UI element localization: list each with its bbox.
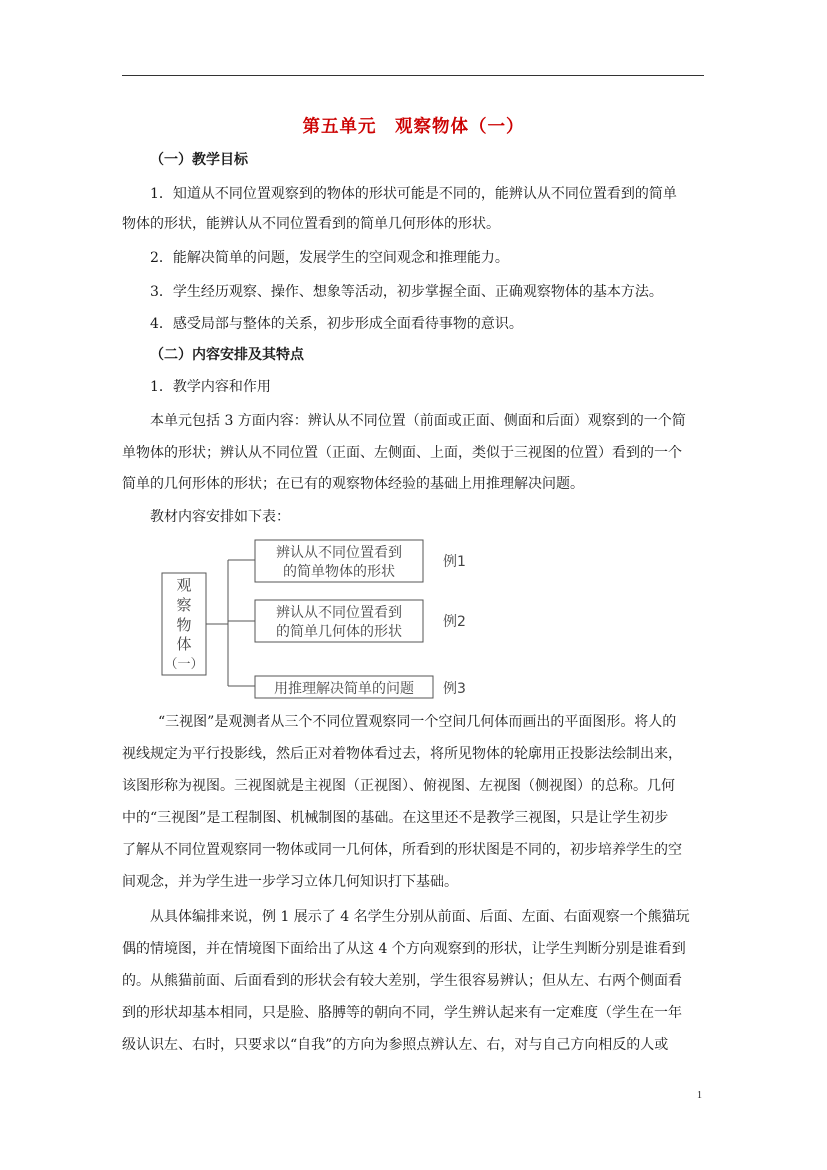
diagram-root-char: 体 — [176, 635, 192, 653]
diagram-example-label: 例2 — [443, 614, 466, 630]
diagram-branch-text: 辨认从不同位置看到 — [276, 605, 402, 621]
section-heading-goals: （一）教学目标 — [150, 152, 248, 168]
paragraph-line: 间观念，并为学生进一步学习立体几何知识打下基础。 — [122, 874, 458, 890]
paragraph-line: 到的形状却基本相同，只是脸、胳膊等的朝向不同，学生辨认起来有一定难度（学生在一年 — [122, 1005, 682, 1021]
diagram-branch-text: 用推理解决简单的问题 — [274, 681, 414, 697]
diagram-root-char: 察 — [176, 596, 192, 614]
subheading: 1．教学内容和作用 — [150, 379, 271, 395]
paragraph-line: 视线规定为平行投影线，然后正对着物体看过去，将所见物体的轮廓用正投影法绘制出来， — [122, 746, 682, 762]
diagram-root-char: （一） — [164, 657, 204, 672]
goal-item: 2．能解决简单的问题，发展学生的空间观念和推理能力。 — [150, 250, 509, 266]
section-heading-content: （二）内容安排及其特点 — [150, 347, 304, 363]
content-structure-diagram — [150, 535, 480, 705]
paragraph-line: 中的“三视图”是工程制图、机械制图的基础。在这里还不是教学三视图，只是让学生初步 — [122, 810, 669, 826]
paragraph-line: 的。从熊猫前面、后面看到的形状会有较大差别，学生很容易辨认；但从左、右两个侧面看 — [122, 973, 682, 989]
paragraph-line: 本单元包括 3 方面内容：辨认从不同位置（前面或正面、侧面和后面）观察到的一个简 — [150, 413, 686, 429]
paragraph-line: 从具体编排来说，例 1 展示了 4 名学生分别从前面、后面、左面、右面观察一个熊猫玩 — [150, 909, 690, 925]
paragraph-line: 单物体的形状；辨认从不同位置（正面、左侧面、上面，类似于三视图的位置）看到的一个 — [122, 445, 682, 461]
paragraph-line: 教材内容安排如下表： — [150, 509, 290, 525]
paragraph-line: 偶的情境图，并在情境图下面给出了从这 4 个方向观察到的形状，让学生判断分别是谁看到 — [122, 941, 686, 957]
diagram-example-label: 例1 — [443, 554, 466, 570]
paragraph-line: “三视图”是观测者从三个不同位置观察同一个空间几何体而画出的平面图形。将人的 — [158, 714, 677, 730]
diagram-root-char: 观 — [176, 576, 192, 594]
diagram-branch-text: 的简单物体的形状 — [283, 564, 395, 580]
goal-item: 物体的形状，能辨认从不同位置看到的简单几何形体的形状。 — [122, 216, 500, 232]
paragraph-line: 了解从不同位置观察同一物体或同一几何体，所看到的形状图是不同的，初步培养学生的空 — [122, 842, 682, 858]
paragraph-line: 简单的几何形体的形状；在已有的观察物体经验的基础上用推理解决问题。 — [122, 476, 584, 492]
diagram-root-char: 物 — [176, 616, 192, 634]
paragraph-line: 该图形称为视图。三视图就是主视图（正视图）、俯视图、左视图（侧视图）的总称。几何 — [122, 778, 675, 794]
diagram-branch-text: 的简单几何体的形状 — [276, 624, 402, 640]
goal-item: 4．感受局部与整体的关系，初步形成全面看待事物的意识。 — [150, 316, 523, 332]
diagram-branch-text: 辨认从不同位置看到 — [276, 545, 402, 561]
header-rule — [122, 75, 704, 76]
diagram-example-label: 例3 — [443, 681, 466, 697]
paragraph-line: 级认识左、右时，只要求以“自我”的方向为参照点辨认左、右，对与自己方向相反的人或 — [122, 1037, 669, 1053]
goal-item: 1．知道从不同位置观察到的物体的形状可能是不同的，能辨认从不同位置看到的简单 — [150, 186, 677, 202]
goal-item: 3．学生经历观察、操作、想象等活动，初步掌握全面、正确观察物体的基本方法。 — [150, 284, 663, 300]
document-title: 第五单元 观察物体（一） — [302, 117, 525, 137]
page-number: 1 — [697, 1090, 702, 1101]
